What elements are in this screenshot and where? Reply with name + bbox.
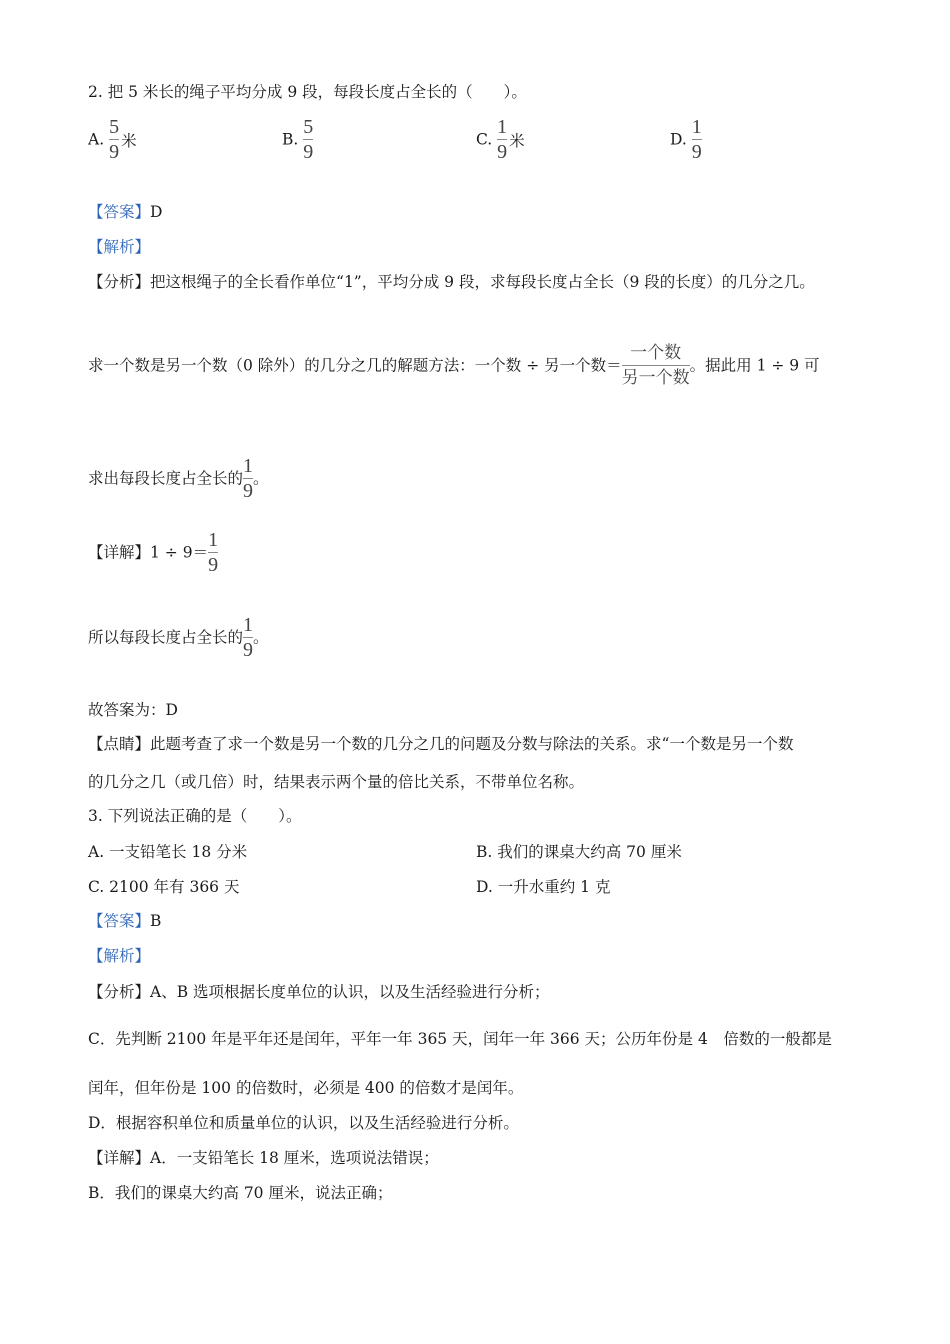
q3-detail-a: 【详解】A．一支铅笔长 18 厘米，选项说法错误； xyxy=(88,1149,439,1167)
detail-fraction: $\frac{1}{9}$ xyxy=(208,529,219,576)
q3-analysis-c-line2: 闰年，但年份是 100 的倍数时，必须是 400 的倍数才是闰年。 xyxy=(88,1079,524,1097)
q2-conclusion: 所以每段长度占全长的 $\frac{1}{9}$ 。 xyxy=(88,614,269,661)
q2-answer: 【答案】D xyxy=(88,203,163,221)
q2-dianjing-line1: 【点睛】此题考查了求一个数是另一个数的几分之几的问题及分数与除法的关系。求“一个数是另一个数 xyxy=(88,735,794,753)
q2-final-answer: 故答案为：D xyxy=(88,701,178,719)
q2-method: 求一个数是另一个数（0 除外）的几分之几的解题方法：一个数 ÷ 另一个数＝ $\frac{\text{一个数}}{\text{另一个数}}$ 。据此用 1 ÷ 9 可 xyxy=(88,343,820,387)
q3-option-a: A. 一支铅笔长 18 分米 xyxy=(88,843,248,861)
q2-option-b-fraction: $\frac{5}{9}$ xyxy=(303,116,314,163)
q2-option-b: B. $\frac{5}{9}$ xyxy=(282,116,314,163)
q3-detail-b: B．我们的课桌大约高 70 厘米，说法正确； xyxy=(88,1184,393,1202)
q2-option-a-fraction: $\frac{5}{9}$ xyxy=(109,116,120,163)
q2-result: 求出每段长度占全长的 $\frac{1}{9}$ 。 xyxy=(88,455,269,502)
q2-option-a: A. $\frac{5}{9}$ 米 xyxy=(88,116,137,163)
conclusion-fraction: $\frac{1}{9}$ xyxy=(243,614,254,661)
q2-analysis: 【分析】把这根绳子的全长看作单位“1”，平均分成 9 段，求每段长度占全长（9 段的长度）的几分之几。 xyxy=(88,273,815,291)
q3-option-c: C. 2100 年有 366 天 xyxy=(88,878,240,896)
q2-jiexi-tag: 【解析】 xyxy=(88,238,151,256)
q3-stem: 3. 下列说法正确的是（ ）。 xyxy=(88,807,302,825)
q2-dianjing-line2: 的几分之几（或几倍）时，结果表示两个量的倍比关系，不带单位名称。 xyxy=(88,773,585,791)
q2-detail: 【详解】1 ÷ 9＝ $\frac{1}{9}$ xyxy=(88,529,219,576)
q2-option-d: D. $\frac{1}{9}$ xyxy=(670,116,702,163)
q3-analysis-d: D．根据容积单位和质量单位的认识，以及生活经验进行分析。 xyxy=(88,1114,519,1132)
q2-stem: 2. 把 5 米长的绳子平均分成 9 段，每段长度占全长的（ ）。 xyxy=(88,83,527,101)
result-fraction: $\frac{1}{9}$ xyxy=(243,455,254,502)
method-fraction: $\frac{\text{一个数}}{\text{另一个数}}$ xyxy=(621,343,690,387)
q3-analysis-c-line1: C．先判断 2100 年是平年还是闰年，平年一年 365 天，闰年一年 366 天；公历年份是 4 倍数的一般都是 xyxy=(88,1030,832,1048)
q2-option-d-fraction: $\frac{1}{9}$ xyxy=(691,116,702,163)
q3-option-d: D. 一升水重约 1 克 xyxy=(476,878,611,896)
q3-jiexi-tag: 【解析】 xyxy=(88,947,151,965)
q2-option-c: C. $\frac{1}{9}$ 米 xyxy=(476,116,525,163)
q2-option-c-fraction: $\frac{1}{9}$ xyxy=(497,116,508,163)
q3-analysis: 【分析】A、B 选项根据长度单位的认识，以及生活经验进行分析； xyxy=(88,983,550,1001)
q3-option-b: B. 我们的课桌大约高 70 厘米 xyxy=(476,843,682,861)
q3-answer: 【答案】B xyxy=(88,912,162,930)
